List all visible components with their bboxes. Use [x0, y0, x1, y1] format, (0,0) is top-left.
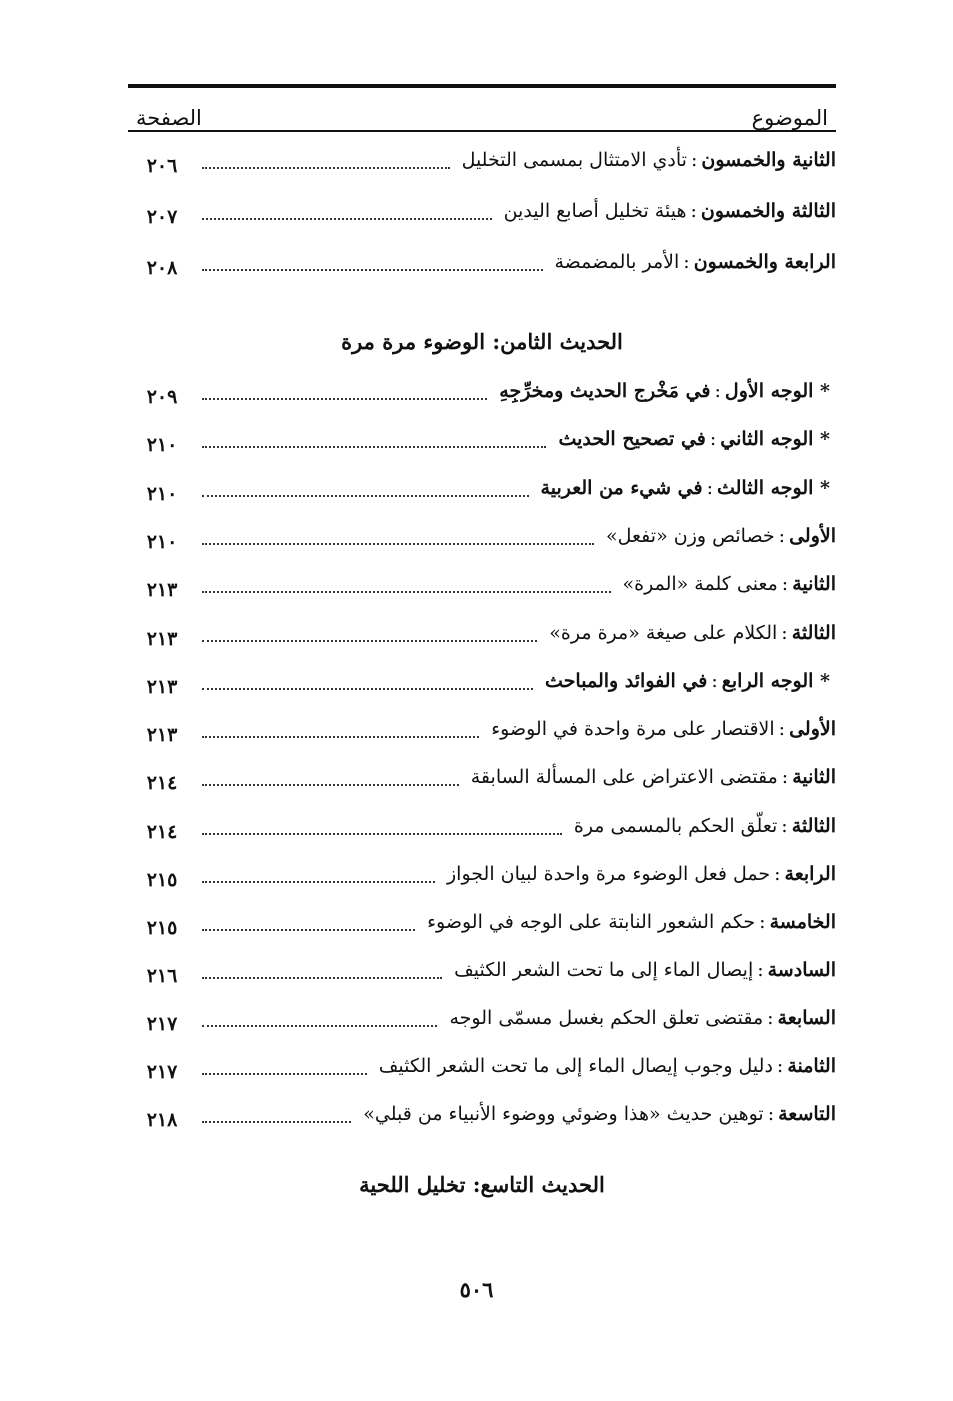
entry-label	[552, 428, 836, 450]
entry-key: الثانية والخمسون	[701, 149, 836, 171]
dot-leader	[202, 929, 415, 931]
table-of-contents	[128, 84, 836, 1197]
dot-leader	[202, 736, 479, 738]
entry-title: في الفوائد والمباحث	[545, 670, 708, 692]
entry-separator: :	[778, 525, 786, 547]
toc-entry[interactable]	[128, 1094, 836, 1134]
dot-leader	[202, 688, 533, 690]
dot-leader	[202, 446, 546, 448]
dot-leader	[202, 1073, 367, 1075]
entry-separator: :	[776, 1055, 784, 1077]
toc-entry[interactable]	[128, 1046, 836, 1086]
entry-page-number: ٢٠٧	[146, 206, 178, 228]
entry-title: مقتضى تعلق الحكم بغسل مسمّى الوجه	[449, 1007, 764, 1029]
entry-separator: :	[781, 573, 789, 595]
entry-separator: :	[711, 670, 718, 692]
dot-leader	[202, 269, 543, 271]
entry-page-number: ٢١٤	[146, 821, 178, 843]
entry-key: الأولى	[789, 525, 836, 547]
entry-label	[456, 149, 836, 171]
entry-key: السادسة	[767, 959, 836, 981]
dot-leader	[202, 591, 611, 593]
entry-separator: :	[714, 380, 721, 402]
entry-label	[493, 380, 836, 402]
entry-label	[535, 477, 836, 499]
entry-page-number: ٢١٦	[146, 965, 178, 987]
toc-entry[interactable]	[128, 806, 836, 846]
entry-page-number: ٢١٠	[146, 483, 178, 505]
entry-title: في شيء من العربية	[540, 477, 703, 499]
dot-leader	[202, 1121, 351, 1123]
entry-title: إيصال الماء إلى ما تحت الشعر الكثيف	[454, 959, 754, 981]
entry-title: حكم الشعور النابتة على الوجه في الوضوء	[427, 911, 756, 933]
entry-key: التاسعة	[778, 1103, 836, 1125]
entry-page-number: ٢١٥	[146, 869, 178, 891]
entry-separator: :	[781, 766, 789, 788]
dot-leader	[202, 640, 537, 642]
entry-separator: :	[767, 1103, 775, 1125]
entry-key: * الوجه الثالث	[716, 477, 830, 499]
entry-title: تعلّق الحكم بالمسمى مرة	[573, 815, 778, 837]
entry-separator: :	[706, 477, 713, 499]
entry-page-number: ٢١٣	[146, 724, 178, 746]
entry-separator: :	[690, 200, 697, 222]
dot-leader	[202, 784, 459, 786]
entry-page-number: ٢١٣	[146, 579, 178, 601]
entry-label	[568, 815, 836, 837]
entry-key: * الوجه الثاني	[720, 428, 830, 450]
entry-key: الثانية	[792, 766, 836, 788]
entry-key: * الوجه الرابع	[721, 670, 830, 692]
section-heading-hadith-8: الحديث الثامن: الوضوء مرة مرة	[341, 329, 623, 354]
entry-label	[441, 863, 836, 885]
section-heading-hadith-9: الحديث التاسع: تخليل اللحية	[359, 1172, 605, 1197]
toc-header	[128, 88, 836, 130]
entry-page-number: ٢١٨	[146, 1109, 178, 1131]
entry-label	[617, 573, 836, 595]
toc-entry[interactable]	[128, 371, 836, 411]
dot-leader	[202, 833, 562, 835]
entry-separator: :	[690, 149, 698, 171]
dot-leader	[202, 398, 487, 400]
entry-title: خصائص وزن «تفعل»	[606, 525, 775, 547]
entry-page-number: ٢٠٩	[146, 386, 178, 408]
entry-page-number: ٢١٣	[146, 628, 178, 650]
toc-entry[interactable]	[128, 191, 836, 231]
entry-page-number: ٢١٧	[146, 1013, 178, 1035]
toc-entry[interactable]	[128, 516, 836, 556]
entry-key: الرابعة	[784, 863, 836, 885]
entry-label	[549, 251, 837, 273]
entry-label	[485, 718, 836, 740]
dot-leader	[202, 167, 450, 169]
entry-key: * الوجه الأول	[724, 380, 830, 402]
entry-label	[539, 670, 836, 692]
toc-entry[interactable]	[128, 661, 836, 701]
toc-entry[interactable]	[128, 854, 836, 894]
entry-title: توهين حديث «هذا وضوئي ووضوء الأنبياء من قبلي»	[363, 1103, 764, 1125]
entry-separator: :	[767, 1007, 774, 1029]
entry-key: السابعة	[777, 1007, 836, 1029]
entry-separator: :	[683, 251, 690, 273]
entry-separator: :	[759, 911, 766, 933]
topic-column-label: الموضوع	[751, 106, 828, 130]
entry-title: الاقتصار على مرة واحدة في الوضوء	[491, 718, 775, 740]
entry-title: دليل وجوب إيصال الماء إلى ما تحت الشعر الكثيف	[378, 1055, 773, 1077]
entry-label	[498, 200, 836, 222]
entry-separator: :	[757, 959, 764, 981]
entry-page-number: ٢١٥	[146, 917, 178, 939]
entry-key: الأولى	[789, 718, 836, 740]
toc-entry[interactable]	[128, 242, 836, 282]
entry-label	[421, 911, 836, 933]
dot-leader	[202, 1025, 437, 1027]
entry-key: الثانية	[792, 573, 836, 595]
toc-entry[interactable]	[128, 613, 836, 653]
toc-entry[interactable]	[128, 709, 836, 749]
entry-key: الثالثة	[791, 622, 836, 644]
dot-leader	[202, 977, 442, 979]
dot-leader	[202, 495, 529, 497]
entry-title: معنى كلمة «المرة»	[622, 573, 778, 595]
entry-page-number: ٢٠٨	[146, 257, 178, 279]
entry-label	[443, 1007, 836, 1029]
entry-title: في مَخْرج الحديث ومخرِّجِهِ	[499, 380, 711, 402]
entry-page-number: ٢١٤	[146, 772, 178, 794]
entry-key: الخامسة	[769, 911, 836, 933]
entry-title: هيئة تخليل أصابع اليدين	[503, 200, 687, 222]
entry-label	[600, 525, 836, 547]
entry-label	[373, 1055, 836, 1077]
page-column-label: الصفحة	[136, 106, 202, 130]
dot-leader	[202, 543, 594, 545]
toc-entry[interactable]	[128, 998, 836, 1038]
entry-title: حمل فعل الوضوء مرة واحدة لبيان الجواز	[447, 863, 771, 885]
entry-title: مقتضى الاعتراض على المسألة السابقة	[470, 766, 778, 788]
entry-title: تأدي الامتثال بمسمى التخليل	[461, 149, 687, 171]
entry-page-number: ٢١٧	[146, 1061, 178, 1083]
dot-leader	[202, 881, 435, 883]
entry-label	[465, 766, 836, 788]
entry-title: في تصحيح الحديث	[558, 428, 706, 450]
entry-key: الرابعة والخمسون	[693, 251, 836, 273]
entry-separator: :	[774, 863, 781, 885]
page-number: ٥٠٦	[459, 1277, 494, 1302]
entry-separator: :	[778, 718, 786, 740]
entry-title: الأمر بالمضمضة	[554, 251, 680, 273]
entry-separator: :	[709, 428, 717, 450]
entry-label	[543, 622, 836, 644]
entry-separator: :	[781, 622, 788, 644]
entry-page-number: ٢١٠	[146, 434, 178, 456]
entry-title: الكلام على صيغة «مرة مرة»	[549, 622, 778, 644]
toc-entry[interactable]	[128, 468, 836, 508]
entry-key: الثالثة والخمسون	[700, 200, 836, 222]
entry-page-number: ٢٠٦	[146, 155, 178, 177]
entry-key: الثامنة	[787, 1055, 836, 1077]
dot-leader	[202, 218, 492, 220]
toc-entry[interactable]	[128, 564, 836, 604]
entry-separator: :	[781, 815, 788, 837]
toc-entry[interactable]	[128, 140, 836, 180]
entry-label	[448, 959, 836, 981]
entry-key: الثالثة	[791, 815, 836, 837]
toc-entry[interactable]	[128, 902, 836, 942]
toc-entry[interactable]	[128, 757, 836, 797]
toc-entry[interactable]	[128, 950, 836, 990]
entry-page-number: ٢١٣	[146, 676, 178, 698]
toc-entry[interactable]	[128, 419, 836, 459]
header-rule	[128, 130, 836, 132]
entry-label	[357, 1103, 836, 1125]
entry-page-number: ٢١٠	[146, 531, 178, 553]
